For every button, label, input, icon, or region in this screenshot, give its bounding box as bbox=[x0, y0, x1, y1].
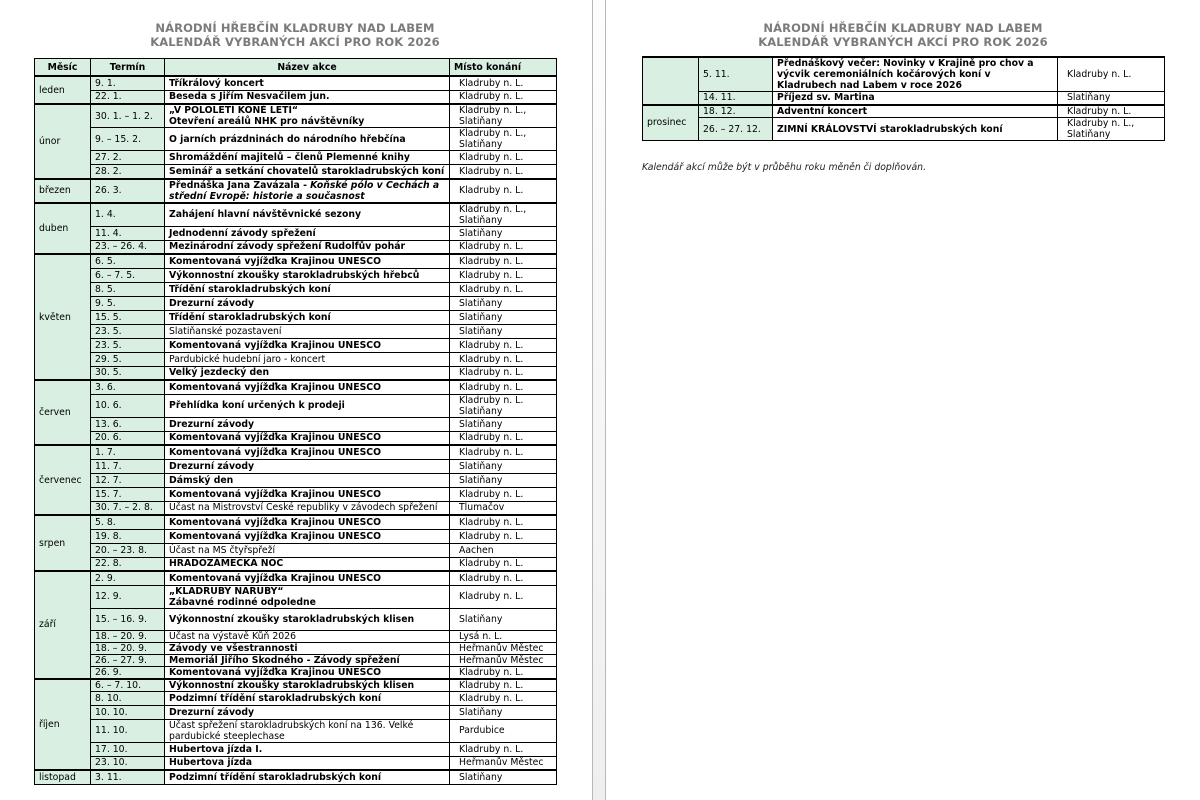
table-row bbox=[35, 719, 557, 742]
table-row bbox=[35, 705, 557, 719]
table-row bbox=[35, 608, 557, 630]
place-cell: Kladruby n. L. bbox=[450, 338, 557, 352]
place-cell: Heřmanův Městec bbox=[450, 756, 557, 770]
table-row bbox=[35, 630, 557, 642]
event-name-cell: ZIMNÍ KRÁLOVSTVÍ starokladrubských koní bbox=[773, 118, 1058, 141]
event-name-cell: Závody ve všestrannosti bbox=[165, 642, 450, 654]
event-name-cell: Hubertova jízda I. bbox=[165, 742, 450, 756]
events-table-continued bbox=[642, 56, 1165, 141]
event-name-cell: Komentovaná vyjížďka Krajinou UNESCO bbox=[165, 445, 450, 459]
event-name-cell: Komentovaná vyjížďka Krajinou UNESCO bbox=[165, 254, 450, 268]
place-cell: Kladruby n. L. bbox=[450, 515, 557, 529]
title-line-1: NÁRODNÍ HŘEBČÍN KLADRUBY NAD LABEM bbox=[155, 21, 435, 35]
event-name-cell: Třídění starokladrubských koní bbox=[165, 282, 450, 296]
table-row bbox=[35, 282, 557, 296]
event-name-cell: Přednáška Jana Zavázala - Koňské pólo v Čechách a střední Evropě: historie a současnost bbox=[165, 179, 450, 203]
place-cell: Kladruby n. L. bbox=[450, 585, 557, 608]
term-cell: 10. 6. bbox=[91, 394, 165, 417]
month-cell: březen bbox=[35, 179, 91, 203]
title-line-2: KALENDÁŘ VYBRANÝCH AKCÍ PRO ROK 2026 bbox=[150, 35, 440, 49]
term-cell: 17. 10. bbox=[91, 742, 165, 756]
term-cell: 28. 2. bbox=[91, 165, 165, 179]
table-row bbox=[643, 57, 1165, 92]
table-row bbox=[35, 310, 557, 324]
event-name-cell: Slatiňanské pozastavení bbox=[165, 324, 450, 338]
month-cell: srpen bbox=[35, 515, 91, 571]
term-cell: 22. 8. bbox=[91, 557, 165, 571]
term-cell: 3. 6. bbox=[91, 380, 165, 394]
table-row bbox=[35, 557, 557, 571]
place-cell: Kladruby n. L., Slatiňany bbox=[450, 203, 557, 227]
term-cell: 11. 4. bbox=[91, 226, 165, 240]
table-body bbox=[35, 76, 557, 784]
table-row bbox=[35, 226, 557, 240]
event-name-cell: Shromáždění majitelů – členů Plemenné knihy bbox=[165, 151, 450, 165]
table-row bbox=[643, 105, 1165, 118]
column-header-place: Místo konání bbox=[450, 59, 557, 77]
table-row bbox=[35, 76, 557, 90]
table-row bbox=[35, 431, 557, 445]
table-row bbox=[35, 296, 557, 310]
event-name-cell: Pardubické hudební jaro - koncert bbox=[165, 352, 450, 366]
event-name-cell: Komentovaná vyjížďka Krajinou UNESCO bbox=[165, 431, 450, 445]
term-cell: 3. 11. bbox=[91, 770, 165, 784]
event-name-cell: Tříkrálový koncert bbox=[165, 76, 450, 90]
table-row bbox=[35, 128, 557, 151]
document-page-2 bbox=[606, 0, 1200, 800]
table-row bbox=[35, 352, 557, 366]
term-cell: 15. – 16. 9. bbox=[91, 608, 165, 630]
place-cell: Kladruby n. L. Slatiňany bbox=[450, 394, 557, 417]
place-cell: Slatiňany bbox=[450, 770, 557, 784]
place-cell: Kladruby n. L., Slatiňany bbox=[450, 128, 557, 151]
place-cell: Slatiňany bbox=[450, 473, 557, 487]
table-header-row bbox=[35, 59, 557, 77]
term-cell: 26. 9. bbox=[91, 666, 165, 679]
table-row bbox=[35, 366, 557, 380]
table-row bbox=[35, 679, 557, 692]
event-name-italic: Koňské pólo v Čechách a střední Evropě: historie a současnost bbox=[169, 179, 440, 202]
month-cell: červenec bbox=[35, 445, 91, 515]
event-name-cell: Komentovaná vyjížďka Krajinou UNESCO bbox=[165, 338, 450, 352]
month-cell: září bbox=[35, 571, 91, 679]
table-row bbox=[35, 90, 557, 104]
term-cell: 9. 1. bbox=[91, 76, 165, 90]
place-cell: Lysá n. L. bbox=[450, 630, 557, 642]
table-row bbox=[35, 666, 557, 679]
term-cell: 22. 1. bbox=[91, 90, 165, 104]
term-cell: 1. 7. bbox=[91, 445, 165, 459]
term-cell: 6. 5. bbox=[91, 254, 165, 268]
month-cell: prosinec bbox=[643, 105, 699, 141]
place-cell: Kladruby n. L. bbox=[450, 240, 557, 254]
place-cell: Kladruby n. L. bbox=[450, 282, 557, 296]
place-cell: Kladruby n. L. bbox=[1058, 57, 1165, 92]
term-cell: 5. 8. bbox=[91, 515, 165, 529]
month-cell: duben bbox=[35, 203, 91, 255]
event-name-cell: Komentovaná vyjížďka Krajinou UNESCO bbox=[165, 571, 450, 585]
place-cell: Kladruby n. L. bbox=[450, 76, 557, 90]
event-name-cell: Adventní koncert bbox=[773, 105, 1058, 118]
table-row bbox=[35, 529, 557, 543]
term-cell: 15. 5. bbox=[91, 310, 165, 324]
term-cell: 20. 6. bbox=[91, 431, 165, 445]
place-cell: Heřmanův Městec bbox=[450, 642, 557, 654]
term-cell: 12. 9. bbox=[91, 585, 165, 608]
event-name-cell: Drezurní závody bbox=[165, 459, 450, 473]
event-name-cell: Drezurní závody bbox=[165, 417, 450, 431]
term-cell: 18. 12. bbox=[699, 105, 773, 118]
table-row bbox=[35, 203, 557, 227]
table-row bbox=[35, 691, 557, 705]
column-header-month: Měsíc bbox=[35, 59, 91, 77]
term-cell: 18. – 20. 9. bbox=[91, 630, 165, 642]
place-cell: Kladruby n. L. bbox=[450, 179, 557, 203]
place-cell: Slatiňany bbox=[450, 226, 557, 240]
place-cell: Slatiňany bbox=[450, 324, 557, 338]
event-name-cell: „V POLOLETÍ KONĚ LETÍ“ Otevření areálů NHK pro návštěvníky bbox=[165, 104, 450, 128]
page-separator bbox=[592, 0, 606, 800]
place-cell: Slatiňany bbox=[1058, 92, 1165, 105]
table-row bbox=[35, 324, 557, 338]
event-name-cell: Velký jezdecký den bbox=[165, 366, 450, 380]
event-name-cell: „KLADRUBY NARUBY“ Zábavné rodinné odpoledne bbox=[165, 585, 450, 608]
term-cell: 11. 10. bbox=[91, 719, 165, 742]
place-cell: Kladruby n. L., Slatiňany bbox=[1058, 118, 1165, 141]
place-cell: Kladruby n. L. bbox=[450, 90, 557, 104]
month-cell: listopad bbox=[35, 770, 91, 784]
table-row bbox=[35, 380, 557, 394]
term-cell: 10. 10. bbox=[91, 705, 165, 719]
place-cell: Kladruby n. L. bbox=[450, 571, 557, 585]
event-name-cell: HRADOZÁMECKÁ NOC bbox=[165, 557, 450, 571]
term-cell: 23. 5. bbox=[91, 338, 165, 352]
month-cell bbox=[643, 57, 699, 105]
calendar-note: Kalendář akcí může být v průběhu roku měněn či doplňován. bbox=[642, 162, 927, 173]
event-name-cell: Hubertova jízda bbox=[165, 756, 450, 770]
term-cell: 6. – 7. 10. bbox=[91, 679, 165, 692]
event-name-cell: Výkonnostní zkoušky starokladrubských klisen bbox=[165, 679, 450, 692]
table-row bbox=[643, 118, 1165, 141]
event-name-cell: Třídění starokladrubských koní bbox=[165, 310, 450, 324]
table-row bbox=[35, 338, 557, 352]
place-cell: Slatiňany bbox=[450, 296, 557, 310]
place-cell: Kladruby n. L., Slatiňany bbox=[450, 104, 557, 128]
term-cell: 1. 4. bbox=[91, 203, 165, 227]
table-row bbox=[35, 240, 557, 254]
month-cell: leden bbox=[35, 76, 91, 104]
place-cell: Aachen bbox=[450, 543, 557, 557]
event-name-cell: Mezinárodní závody spřežení Rudolfův pohár bbox=[165, 240, 450, 254]
table-row bbox=[35, 543, 557, 557]
term-cell: 13. 6. bbox=[91, 417, 165, 431]
event-name-cell: Příjezd sv. Martina bbox=[773, 92, 1058, 105]
table-row bbox=[35, 165, 557, 179]
table-row bbox=[35, 501, 557, 515]
event-name-cell: O jarních prázdninách do národního hřebčína bbox=[165, 128, 450, 151]
term-cell: 26. – 27. 9. bbox=[91, 654, 165, 666]
place-cell: Kladruby n. L. bbox=[450, 165, 557, 179]
term-cell: 19. 8. bbox=[91, 529, 165, 543]
place-cell: Slatiňany bbox=[450, 459, 557, 473]
event-name-cell: Jednodenní závody spřežení bbox=[165, 226, 450, 240]
event-name-cell: Podzimní třídění starokladrubských koní bbox=[165, 691, 450, 705]
table-row bbox=[35, 179, 557, 203]
term-cell: 9. – 15. 2. bbox=[91, 128, 165, 151]
place-cell: Kladruby n. L. bbox=[450, 557, 557, 571]
table-row bbox=[35, 104, 557, 128]
table-row bbox=[35, 756, 557, 770]
place-cell: Tlumačov bbox=[450, 501, 557, 515]
document-title bbox=[34, 21, 556, 49]
place-cell: Kladruby n. L. bbox=[450, 487, 557, 501]
event-name-cell: Seminář a setkání chovatelů starokladrubských koní bbox=[165, 165, 450, 179]
place-cell: Slatiňany bbox=[450, 310, 557, 324]
term-cell: 5. 11. bbox=[699, 57, 773, 92]
place-cell: Kladruby n. L. bbox=[450, 529, 557, 543]
place-cell: Kladruby n. L. bbox=[450, 268, 557, 282]
table-row bbox=[35, 770, 557, 784]
table-row bbox=[35, 445, 557, 459]
table-row bbox=[35, 268, 557, 282]
event-name-cell: Přehlídka koní určených k prodeji bbox=[165, 394, 450, 417]
event-name-cell: Výkonnostní zkoušky starokladrubských klisen bbox=[165, 608, 450, 630]
event-name-cell: Výkonnostní zkoušky starokladrubských hřebců bbox=[165, 268, 450, 282]
place-cell: Kladruby n. L. bbox=[450, 254, 557, 268]
event-name-cell: Komentovaná vyjížďka Krajinou UNESCO bbox=[165, 529, 450, 543]
term-cell: 2. 9. bbox=[91, 571, 165, 585]
column-header-term: Termín bbox=[91, 59, 165, 77]
title-line-1: NÁRODNÍ HŘEBČÍN KLADRUBY NAD LABEM bbox=[763, 21, 1043, 35]
event-name-cell: Účast na Mistrovství České republiky v závodech spřežení bbox=[165, 501, 450, 515]
table-row bbox=[35, 254, 557, 268]
term-cell: 23. – 26. 4. bbox=[91, 240, 165, 254]
place-cell: Kladruby n. L. bbox=[450, 445, 557, 459]
place-cell: Kladruby n. L. bbox=[450, 352, 557, 366]
event-name-cell: Memoriál Jiřího Škodného - Závody spřežení bbox=[165, 654, 450, 666]
event-name-cell: Komentovaná vyjížďka Krajinou UNESCO bbox=[165, 515, 450, 529]
term-cell: 14. 11. bbox=[699, 92, 773, 105]
term-cell: 26. 3. bbox=[91, 179, 165, 203]
table-row bbox=[35, 417, 557, 431]
table-row bbox=[35, 487, 557, 501]
event-name-cell: Komentovaná vyjížďka Krajinou UNESCO bbox=[165, 380, 450, 394]
place-cell: Kladruby n. L. bbox=[450, 666, 557, 679]
place-cell: Slatiňany bbox=[450, 705, 557, 719]
table-row bbox=[35, 585, 557, 608]
term-cell: 23. 10. bbox=[91, 756, 165, 770]
table-row bbox=[35, 515, 557, 529]
event-name-cell: Účast spřežení starokladrubských koní na 136. Velké pardubické steeplechase bbox=[165, 719, 450, 742]
term-cell: 8. 5. bbox=[91, 282, 165, 296]
term-cell: 6. – 7. 5. bbox=[91, 268, 165, 282]
table-row bbox=[643, 92, 1165, 105]
event-name-cell: Dámský den bbox=[165, 473, 450, 487]
table-row bbox=[35, 394, 557, 417]
term-cell: 20. – 23. 8. bbox=[91, 543, 165, 557]
table-row bbox=[35, 654, 557, 666]
term-cell: 26. – 27. 12. bbox=[699, 118, 773, 141]
place-cell: Kladruby n. L. bbox=[450, 679, 557, 692]
month-cell: únor bbox=[35, 104, 91, 179]
term-cell: 30. 7. – 2. 8. bbox=[91, 501, 165, 515]
month-cell: červen bbox=[35, 380, 91, 445]
term-cell: 18. – 20. 9. bbox=[91, 642, 165, 654]
column-header-event-name: Název akce bbox=[165, 59, 450, 77]
term-cell: 23. 5. bbox=[91, 324, 165, 338]
term-cell: 8. 10. bbox=[91, 691, 165, 705]
month-cell: květen bbox=[35, 254, 91, 380]
term-cell: 15. 7. bbox=[91, 487, 165, 501]
document-page-1 bbox=[0, 0, 592, 800]
place-cell: Slatiňany bbox=[450, 417, 557, 431]
place-cell: Kladruby n. L. bbox=[450, 380, 557, 394]
event-name-cell: Účast na výstavě Kůň 2026 bbox=[165, 630, 450, 642]
term-cell: 11. 7. bbox=[91, 459, 165, 473]
place-cell: Heřmanův Městec bbox=[450, 654, 557, 666]
place-cell: Kladruby n. L. bbox=[450, 691, 557, 705]
title-line-2: KALENDÁŘ VYBRANÝCH AKCÍ PRO ROK 2026 bbox=[758, 35, 1048, 49]
table-row bbox=[35, 642, 557, 654]
month-cell: říjen bbox=[35, 679, 91, 771]
table-row bbox=[35, 151, 557, 165]
table-row bbox=[35, 742, 557, 756]
place-cell: Kladruby n. L. bbox=[450, 742, 557, 756]
event-name-cell: Drezurní závody bbox=[165, 705, 450, 719]
event-name-cell: Komentovaná vyjížďka Krajinou UNESCO bbox=[165, 487, 450, 501]
place-cell: Kladruby n. L. bbox=[1058, 105, 1165, 118]
term-cell: 29. 5. bbox=[91, 352, 165, 366]
event-name-cell: Zahájení hlavní návštěvnické sezony bbox=[165, 203, 450, 227]
table-row bbox=[35, 459, 557, 473]
document-title bbox=[642, 21, 1164, 49]
event-name-cell: Komentovaná vyjížďka Krajinou UNESCO bbox=[165, 666, 450, 679]
term-cell: 9. 5. bbox=[91, 296, 165, 310]
table-body bbox=[643, 57, 1165, 141]
place-cell: Kladruby n. L. bbox=[450, 366, 557, 380]
event-name-cell: Účast na MS čtyřspřeží bbox=[165, 543, 450, 557]
place-cell: Kladruby n. L. bbox=[450, 431, 557, 445]
event-name-cell: Přednáškový večer: Novinky v Krajině pro chov a výcvik ceremoniálních kočárových koní v Kladrubech nad Labem v roce 2026 bbox=[773, 57, 1058, 92]
place-cell: Pardubice bbox=[450, 719, 557, 742]
term-cell: 27. 2. bbox=[91, 151, 165, 165]
events-table bbox=[34, 58, 557, 785]
event-name-cell: Beseda s Jiřím Nesvačilem jun. bbox=[165, 90, 450, 104]
term-cell: 12. 7. bbox=[91, 473, 165, 487]
place-cell: Slatiňany bbox=[450, 608, 557, 630]
term-cell: 30. 5. bbox=[91, 366, 165, 380]
event-name-cell: Podzimní třídění starokladrubských koní bbox=[165, 770, 450, 784]
event-name-cell: Drezurní závody bbox=[165, 296, 450, 310]
table-row bbox=[35, 473, 557, 487]
term-cell: 30. 1. – 1. 2. bbox=[91, 104, 165, 128]
place-cell: Kladruby n. L. bbox=[450, 151, 557, 165]
table-row bbox=[35, 571, 557, 585]
